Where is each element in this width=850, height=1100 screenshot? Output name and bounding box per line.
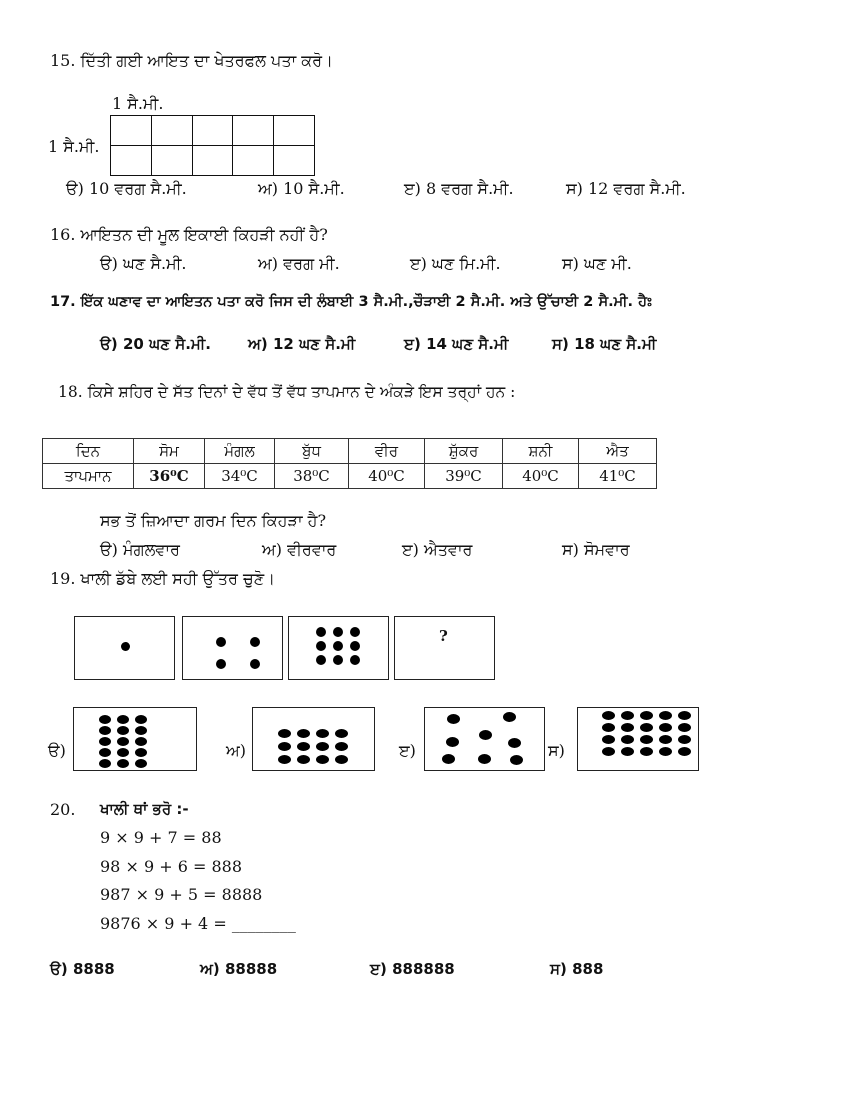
q19-option-label-d[interactable]: ਸ) — [548, 741, 565, 760]
q20-line-3: 987 × 9 + 5 = 8888 — [100, 885, 263, 904]
q17-option-b[interactable]: ਅ) 12 ਘਣ ਸੈ.ਮੀ — [248, 335, 356, 353]
q19-sequence-box-2 — [182, 616, 283, 680]
dot — [621, 711, 634, 720]
q19-missing-mark: ? — [439, 627, 448, 645]
q19-question: 19. ਖਾਲੀ ਡੱਬੇ ਲਈ ਸਹੀ ਉੱਤਰ ਚੁਣੋ। — [50, 569, 275, 588]
q20-line-4: 9876 × 9 + 4 = ________ — [100, 914, 296, 933]
dot — [621, 723, 634, 732]
dot — [640, 735, 653, 744]
dot — [678, 723, 691, 732]
q18-option-a[interactable]: ੳ) ਮੰਗਲਵਾਰ — [100, 540, 180, 559]
q19-sequence-box-3 — [288, 616, 389, 680]
dot — [278, 742, 291, 751]
dot — [621, 735, 634, 744]
q20-line-2: 98 × 9 + 6 = 888 — [100, 857, 242, 876]
dot — [659, 747, 672, 756]
dot — [678, 711, 691, 720]
dot — [297, 729, 310, 738]
dot — [640, 747, 653, 756]
q18-temp-cell: 34⁰C — [205, 464, 275, 489]
q18-temp-header: ਤਾਪਮਾਨ — [43, 464, 134, 489]
dot — [510, 755, 523, 765]
dot — [335, 729, 348, 738]
q19-option-label-c[interactable]: ੲ) — [399, 741, 416, 760]
q20-option-b[interactable]: ਅ) 88888 — [200, 960, 278, 978]
dot — [216, 659, 226, 669]
q18-temp-cell: 40⁰C — [503, 464, 579, 489]
q19-option-label-a[interactable]: ੳ) — [48, 741, 66, 760]
q19-option-box-a[interactable] — [73, 707, 197, 771]
q18-option-c[interactable]: ੲ) ਐਤਵਾਰ — [402, 540, 473, 559]
dot — [121, 642, 130, 651]
dot — [297, 742, 310, 751]
q18-temp-cell: 41⁰C — [579, 464, 657, 489]
dot — [333, 641, 343, 651]
dot — [117, 726, 129, 735]
q16-option-c[interactable]: ੲ) ਘਣ ਮਿ.ਮੀ. — [410, 254, 501, 273]
dot — [350, 627, 360, 637]
dot — [333, 627, 343, 637]
q20-option-d[interactable]: ਸ) 888 — [550, 960, 604, 978]
dot — [250, 659, 260, 669]
q18-temp-cell: 36⁰C — [134, 464, 205, 489]
q17-option-c[interactable]: ੲ) 14 ਘਣ ਸੈ.ਮੀ — [404, 335, 509, 353]
q18-day-header: ਦਿਨ — [43, 439, 134, 464]
dot — [135, 759, 147, 768]
dot — [316, 742, 329, 751]
dot — [99, 737, 111, 746]
dot — [602, 735, 615, 744]
q19-option-box-d[interactable] — [577, 707, 699, 771]
dot — [117, 737, 129, 746]
q18-temp-cell: 39⁰C — [425, 464, 503, 489]
dot — [659, 711, 672, 720]
dot — [350, 641, 360, 651]
dot — [678, 747, 691, 756]
dot — [278, 729, 291, 738]
dot — [316, 729, 329, 738]
dot — [659, 723, 672, 732]
q20-option-a[interactable]: ੳ) 8888 — [50, 960, 115, 978]
dot — [135, 737, 147, 746]
dot — [316, 627, 326, 637]
q15-option-b[interactable]: ਅ) 10 ਸੈ.ਮੀ. — [258, 179, 345, 198]
q15-top-label: 1 ਸੈ.ਮੀ. — [112, 94, 164, 113]
dot — [442, 754, 455, 764]
dot — [316, 655, 326, 665]
dot — [478, 754, 491, 764]
q19-option-box-c[interactable] — [424, 707, 545, 771]
dot — [508, 738, 521, 748]
q18-day-cell: ਮੰਗਲ — [205, 439, 275, 464]
q18-day-cell: ਵੀਰ — [349, 439, 425, 464]
q15-option-d[interactable]: ਸ) 12 ਵਰਗ ਸੈ.ਮੀ. — [566, 179, 686, 198]
q16-option-d[interactable]: ਸ) ਘਣ ਮੀ. — [562, 254, 632, 273]
q18-temp-cell: 40⁰C — [349, 464, 425, 489]
dot — [335, 755, 348, 764]
dot — [659, 735, 672, 744]
dot — [333, 655, 343, 665]
dot — [350, 655, 360, 665]
q16-option-b[interactable]: ਅ) ਵਰਗ ਮੀ. — [258, 254, 340, 273]
q19-sequence-box-4 — [394, 616, 495, 680]
q20-line-1: 9 × 9 + 7 = 88 — [100, 828, 222, 847]
q15-rectangle-grid — [110, 115, 315, 176]
dot — [335, 742, 348, 751]
q19-option-label-b[interactable]: ਅ) — [226, 741, 247, 760]
q19-sequence-box-1 — [74, 616, 175, 680]
q16-question: 16. ਆਇਤਨ ਦੀ ਮੂਲ ਇਕਾਈ ਕਿਹੜੀ ਨਹੀਂ ਹੈ? — [50, 225, 328, 244]
dot — [602, 747, 615, 756]
dot — [316, 641, 326, 651]
q20-title: ਖਾਲੀ ਥਾਂ ਭਰੋ :- — [100, 800, 189, 818]
dot — [250, 637, 260, 647]
dot — [99, 748, 111, 757]
q18-day-row — [43, 439, 657, 464]
q18-temp-row — [43, 464, 657, 489]
dot — [640, 711, 653, 720]
q18-option-d[interactable]: ਸ) ਸੋਮਵਾਰ — [562, 540, 630, 559]
dot — [135, 726, 147, 735]
q18-day-cell: ਸ਼ਨੀ — [503, 439, 579, 464]
q15-question: 15. ਦਿੱਤੀ ਗਈ ਆਇਤ ਦਾ ਖੇਤਰਫਲ ਪਤਾ ਕਰੋ। — [50, 51, 333, 70]
dot — [621, 747, 634, 756]
dot — [278, 755, 291, 764]
dot — [99, 715, 111, 724]
q16-option-a[interactable]: ੳ) ਘਣ ਸੈ.ਮੀ. — [100, 254, 187, 273]
dot — [503, 712, 516, 722]
q18-day-cell: ਬੁੱਧ — [275, 439, 349, 464]
dot — [316, 755, 329, 764]
dot — [446, 737, 459, 747]
dot — [117, 759, 129, 768]
q18-temp-cell: 38⁰C — [275, 464, 349, 489]
dot — [479, 730, 492, 740]
q17-option-d[interactable]: ਸ) 18 ਘਣ ਸੈ.ਮੀ — [552, 335, 657, 353]
dot — [135, 748, 147, 757]
dot — [99, 726, 111, 735]
q18-day-cell: ਐਤ — [579, 439, 657, 464]
q17-question: 17. ਇੱਕ ਘਣਾਵ ਦਾ ਆਇਤਨ ਪਤਾ ਕਰੋ ਜਿਸ ਦੀ ਲੰਬਾਈ 3 ਸੈ.ਮੀ.,ਚੌੜਾਈ 2 ਸੈ.ਮੀ. ਅਤੇ ਉੱਚਾਈ 2 ਸੈ.ਮੀ. ਹੈਃ — [50, 294, 653, 310]
dot — [678, 735, 691, 744]
q20-option-c[interactable]: ੲ) 888888 — [370, 960, 455, 978]
dot — [640, 723, 653, 732]
q17-option-a[interactable]: ੳ) 20 ਘਣ ਸੈ.ਮੀ. — [100, 335, 211, 353]
q18-question: 18. ਕਿਸੇ ਸ਼ਹਿਰ ਦੇ ਸੱਤ ਦਿਨਾਂ ਦੇ ਵੱਧ ਤੋਂ ਵੱਧ ਤਾਪਮਾਨ ਦੇ ਅੰਕੜੇ ਇਸ ਤਰ੍ਹਾਂ ਹਨ : — [58, 383, 516, 401]
q20-number: 20. — [50, 800, 76, 819]
dot — [602, 723, 615, 732]
q18-day-cell: ਸੋਮ — [134, 439, 205, 464]
dot — [602, 711, 615, 720]
q19-option-box-b[interactable] — [252, 707, 375, 771]
dot — [117, 748, 129, 757]
q18-day-cell: ਸ਼ੁੱਕਰ — [425, 439, 503, 464]
q15-side-label: 1 ਸੈ.ਮੀ. — [48, 137, 100, 156]
q18-sub-question: ਸਭ ਤੋਂ ਜ਼ਿਆਦਾ ਗਰਮ ਦਿਨ ਕਿਹੜਾ ਹੈ? — [100, 511, 327, 530]
dot — [117, 715, 129, 724]
dot — [135, 715, 147, 724]
dot — [216, 637, 226, 647]
q15-option-a[interactable]: ੳ) 10 ਵਰਗ ਸੈ.ਮੀ. — [66, 179, 187, 198]
dot — [447, 714, 460, 724]
q18-temperature-table — [42, 438, 657, 489]
dot — [99, 759, 111, 768]
q15-option-c[interactable]: ੲ) 8 ਵਰਗ ਸੈ.ਮੀ. — [404, 179, 514, 198]
dot — [297, 755, 310, 764]
q18-option-b[interactable]: ਅ) ਵੀਰਵਾਰ — [262, 540, 337, 559]
